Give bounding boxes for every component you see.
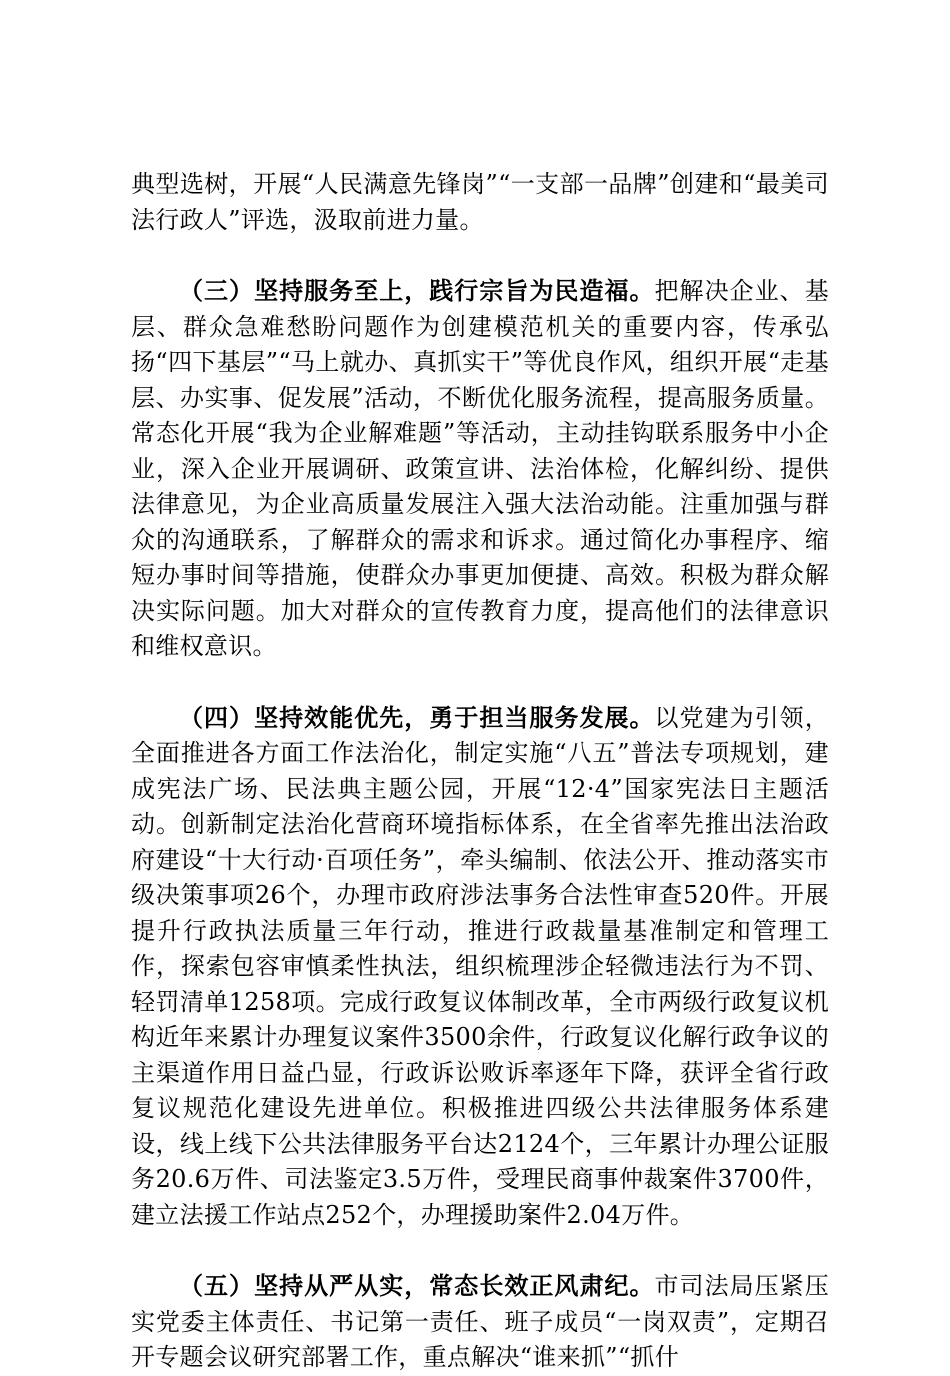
document-body	[131, 166, 829, 1376]
paragraph-3	[131, 700, 829, 1234]
section-3-heading: （三）坚持服务至上，践行宗旨为民造福。	[179, 276, 655, 305]
paragraph-spacer	[131, 238, 829, 273]
section-4-text: 以党建为引领，全面推进各方面工作法治化，制定实施“八五”普法专项规划，建成宪法广场、民法典主题公园，开展“12·4”国家宪法日主题活动。创新制定法治化营商环境指标体系，在全省率先推出法治政府建设“十大行动·百项任务”，牵头编制、依法公开、推动落实市级决策事项26个，办理市政府涉法事务合法性审查520件。开展提升行政执法质量三年行动，推进行政裁量基准制定和管理工作，探索包容审慎柔性执法，组织梳理涉企轻微违法行为不罚、轻罚清单1258项。完成行政复议体制改革，全市两级行政复议机构近年来累计办理复议案件3500余件，行政复议化解行政争议的主渠道作用日益凸显，行政诉讼败诉率逐年下降，获评全省行政复议规范化建设先进单位。积极推进四级公共法律服务体系建设，线上线下公共法律服务平台达2124个，三年累计办理公证服务20.6万件、司法鉴定3.5万件，受理民商事仲裁案件3700件，建立法援工作站点252个，办理援助案件2.04万件。	[131, 703, 829, 1229]
paragraph-2	[131, 273, 829, 665]
paragraph-1-text: 典型选树，开展“人民满意先锋岗”“一支部一品牌”创建和“最美司法行政人”评选，汲取前进力量。	[131, 170, 829, 234]
section-3-text: 把解决企业、基层、群众急难愁盼问题作为创建模范机关的重要内容，传承弘扬“四下基层”“马上就办、真抓实干”等优良作风，组织开展“走基层、办实事、促发展”活动，不断优化服务流程，提高服务质量。常态化开展“我为企业解难题”等活动，主动挂钩联系服务中小企业，深入企业开展调研、政策宣讲、法治体检，化解纠纷、提供法律意见，为企业高质量发展注入强大法治动能。注重加强与群众的沟通联系，了解群众的需求和诉求。通过简化办事程序、缩短办事时间等措施，使群众办事更加便捷、高效。积极为群众解决实际问题。加大对群众的宣传教育力度，提高他们的法律意识和维权意识。	[131, 277, 829, 660]
section-5-text: 市司法局压紧压实党委主体责任、书记第一责任、班子成员“一岗双责”，定期召开专题会议研究部署工作，重点解决“谁来抓”“抓什	[131, 1272, 829, 1371]
paragraph-1	[131, 166, 829, 238]
paragraph-spacer	[131, 1233, 829, 1268]
section-5-heading: （五）坚持从严从实，常态长效正风肃纪。	[179, 1271, 655, 1300]
paragraph-4	[131, 1268, 829, 1376]
paragraph-spacer	[131, 665, 829, 700]
section-4-heading: （四）坚持效能优先，勇于担当服务发展。	[179, 702, 655, 732]
